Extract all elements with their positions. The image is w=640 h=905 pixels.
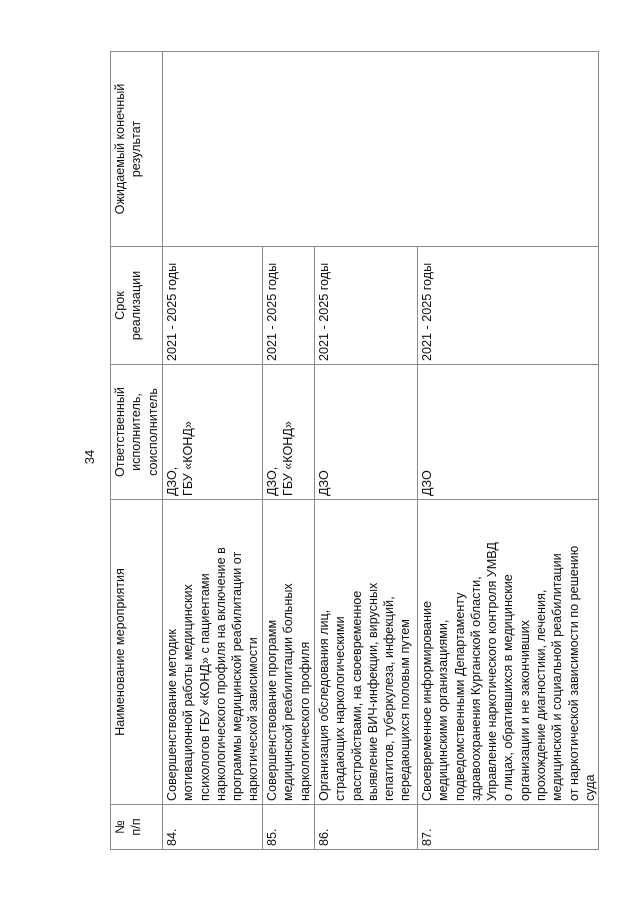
header-name: Наименование мероприятия (111, 500, 163, 805)
cell-responsible: ДЗО (315, 365, 418, 500)
table-row (163, 52, 263, 850)
header-term: Срок реализации (111, 247, 163, 365)
cell-name: Совершенствование программ медицинской реабилитации больных наркологического профиля (263, 500, 315, 805)
header-responsible: Ответственный исполнитель, соисполнитель (111, 365, 163, 500)
cell-result (163, 52, 599, 247)
cell-num: 85. (263, 805, 315, 850)
cell-num: 84. (163, 805, 263, 850)
cell-responsible: ДЗО (418, 365, 599, 500)
cell-term: 2021 - 2025 годы (163, 247, 263, 365)
cell-name: Своевременное информирование медицинскими организациями, подведомственными Департаменту здравоохранения Курганской области, Управление наркотического контроля УМВД о лицах, обратившихся в медицинские организации и не закончивших прохождение диагностики, лечения, медицинской и социальной реабилитации от наркотической зависимости по решению суда (418, 500, 599, 805)
cell-num: 86. (315, 805, 418, 850)
cell-term: 2021 - 2025 годы (263, 247, 315, 365)
header-num: № п/п (111, 805, 163, 850)
cell-responsible: ДЗО, ГБУ «КОНД» (163, 365, 263, 500)
cell-name: Совершенствование методик мотивационной работы медицинских психологов ГБУ «КОНД» с пациентами наркологического профиля на включение в программы медицинской реабилитации от наркотической зависимости (163, 500, 263, 805)
measures-table (110, 51, 599, 850)
table-header-row (111, 52, 163, 850)
cell-num: 87. (418, 805, 599, 850)
cell-name: Организация обследования лиц, страдающих наркологическими расстройствами, на своевременное выявление ВИЧ-инфекции, вирусных гепатитов, туберкулеза, инфекций, передающихся половым путем (315, 500, 418, 805)
cell-responsible: ДЗО, ГБУ «КОНД» (263, 365, 315, 500)
header-result: Ожидаемый конечный результат (111, 52, 163, 247)
cell-term: 2021 - 2025 годы (418, 247, 599, 365)
page-number: 34 (82, 449, 97, 465)
cell-term: 2021 - 2025 годы (315, 247, 418, 365)
